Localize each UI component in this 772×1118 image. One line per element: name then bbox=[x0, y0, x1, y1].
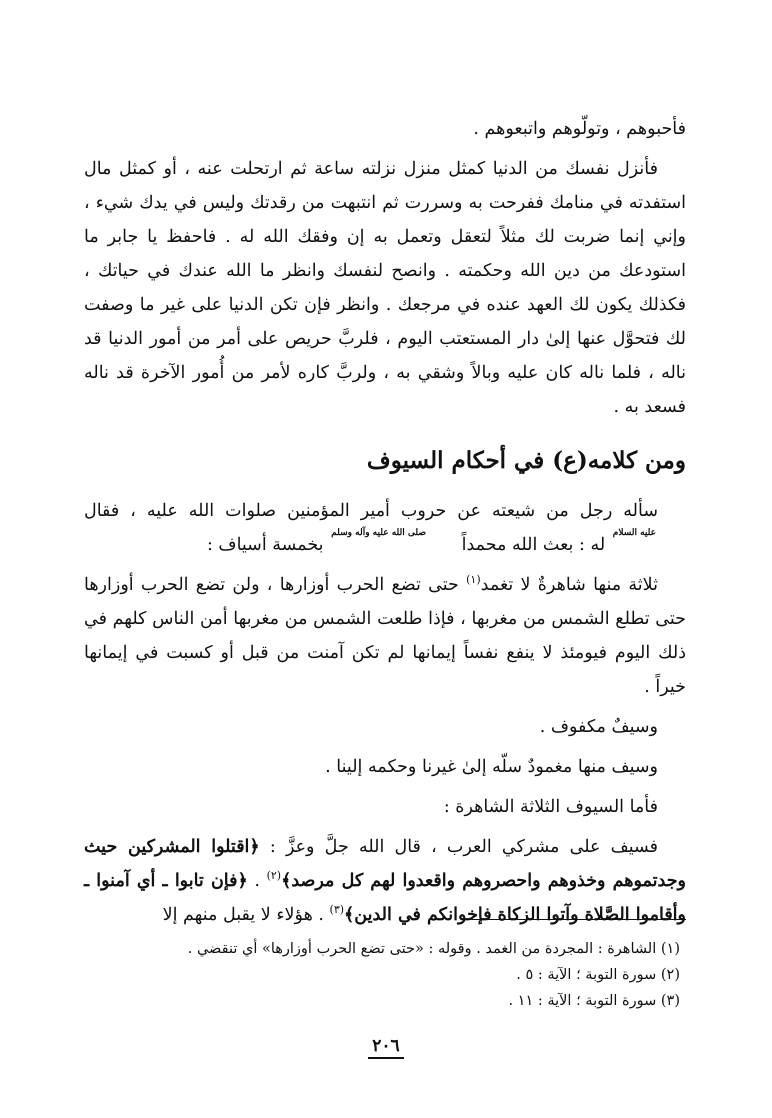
mushrikin-text-2: . bbox=[254, 871, 260, 891]
salawat-mark: صلى الله عليه وآله وسلم bbox=[331, 528, 427, 538]
paragraph-sword-two: وسيفٌ مكفوف . bbox=[539, 717, 658, 737]
section-heading: ومن كلامه(ع) في أحكام السيوف bbox=[366, 447, 686, 474]
quran-quote-2: ﴿فإن تابوا ـ أي آمنوا ـ وأقاموا الصَّلاة وآتوا الزكاة فإخوانكم في الدين﴾ bbox=[84, 871, 686, 925]
sword-one-text: ثلاثة منها شاهرةٌ لا تغمد bbox=[480, 575, 658, 595]
footnotes bbox=[84, 936, 680, 1014]
footnote-3: (٣) سورة التوبة ؛ الآية : ١١ . bbox=[508, 993, 680, 1009]
footnote-2: (٢) سورة التوبة ؛ الآية : ٥ . bbox=[516, 967, 680, 983]
page-number-value: ٢٠٦ bbox=[368, 1036, 403, 1059]
paragraph-jabir: فأنزل نفسك من الدنيا كمثل منزل نزلته ساعة ثم ارتحلت عنه ، أو كمثل مال استفدته في منامك ففرحت به وسررت ثم انتبهت من رقدتك وليس في يدك شيء ، وإني إنما ضربت لك مثلاً لتعقل وتعمل به إن وفقك الله له . فاحفظ يا جابر ما استودعك من دين الله وحكمته . وانصح لنفسك وانظر ما الله عندك في حياتك ، فكذلك يكون لك العهد عنده في مرجعك . وانظر فإن تكن الدنيا على غير ما وصفت لك فتحوَّل عنها إلىٰ دار المستعتب اليوم ، فلربَّ حريص على أمر من أمور الدنيا قد ناله ، فلما ناله كان عليه وبالاً وشقي به ، ولربَّ كاره لأمر من أُمور الآخرة قد ناله فسعد به . bbox=[84, 159, 686, 417]
quran-quote-1: ﴿اقتلوا المشركين حيث وجدتموهم وخذوهم واحصروهم واقعدوا لهم كل مرصد﴾ bbox=[84, 837, 686, 891]
paragraph-three-swords: فأما السيوف الثلاثة الشاهرة : bbox=[443, 797, 658, 817]
footnote-1: (١) الشاهرة : المجردة من الغمد . وقوله : «حتى تضع الحرب أوزارها» أي تنقضي . bbox=[187, 941, 680, 957]
paragraph-sword-one bbox=[84, 568, 686, 704]
paragraph-opening: فأحبوهم ، وتولّوهم واتبعوهم . bbox=[473, 119, 686, 139]
mushrikin-text-3: . هؤلاء لا يقبل منهم إلا bbox=[162, 905, 324, 925]
intro-text-3: بخمسة أسياف : bbox=[206, 535, 324, 555]
body-text bbox=[84, 112, 686, 938]
footnote-divider bbox=[470, 919, 686, 920]
intro-text: سأله رجل من شيعته عن حروب أمير المؤمنين صلوات الله عليه ، فقال bbox=[84, 501, 658, 521]
mushrikin-text: فسيف على مشركي العرب ، قال الله جلَّ وعزَّ : bbox=[269, 837, 658, 857]
honorific-mark: عليه السلام bbox=[612, 528, 656, 538]
footnote-ref-3: (٣) bbox=[329, 903, 345, 917]
sword-one-text-2: حتى تضع الحرب أوزارها ، ولن تضع الحرب أوزارها حتى تطلع الشمس من مغربها ، فإذا طلعت الشمس من مغربها أمن الناس كلهم في ذلك اليوم فيومئذ لا ينفع نفساً إيمانها لم تكن آمنت من قبل أو كسبت في إيمانها خيراً . bbox=[84, 575, 686, 697]
paragraph-intro bbox=[84, 494, 686, 562]
paragraph-sword-three: وسيف منها مغمودٌ سلّه إلىٰ غيرنا وحكمه إلينا . bbox=[325, 757, 658, 777]
paragraph-mushrikin bbox=[84, 830, 686, 932]
page-number bbox=[0, 1036, 772, 1059]
footnote-ref-1: (١) bbox=[466, 573, 481, 587]
intro-text-2: له : بعث الله محمداً bbox=[461, 535, 606, 555]
footnote-ref-2: (٢) bbox=[266, 869, 282, 883]
